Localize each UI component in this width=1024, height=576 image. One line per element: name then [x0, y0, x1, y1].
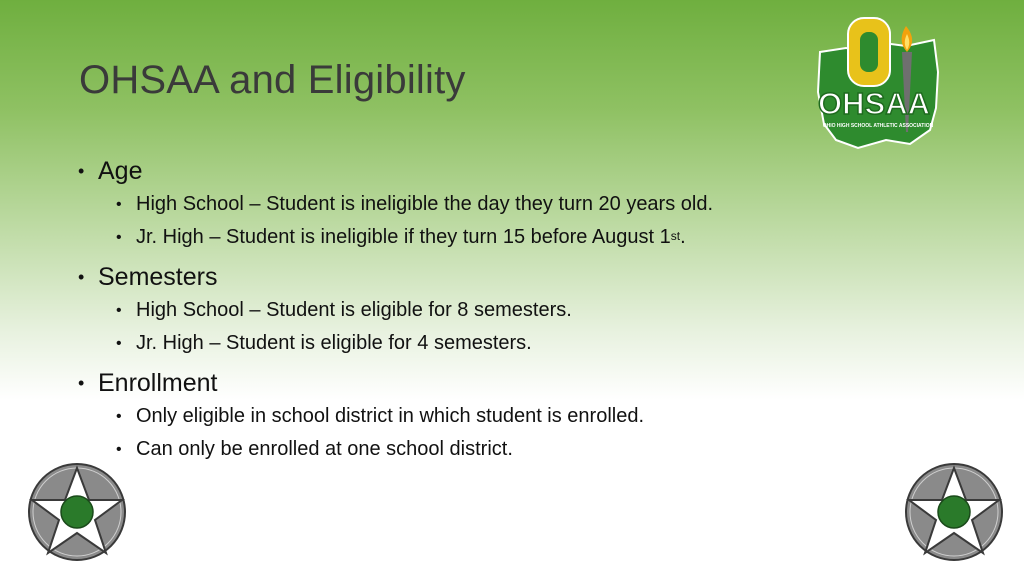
- star-emblem-icon: [904, 462, 1004, 562]
- sub-bullet-text: Jr. High – Student is eligible for 4 semesters.: [136, 332, 532, 354]
- bullet-enrollment: [78, 366, 838, 400]
- bullet-age: [78, 154, 838, 188]
- logo-subtitle: OHIO HIGH SCHOOL ATHLETIC ASSOCIATION: [822, 123, 934, 129]
- sub-bullet-text: Can only be enrolled at one school district.: [136, 438, 513, 460]
- bullet-heading: Age: [98, 157, 143, 185]
- sub-bullet-text: Jr. High – Student is ineligible if they turn 15 before August 1: [136, 226, 671, 248]
- bullet-dot-icon: •: [78, 267, 85, 287]
- sub-bullet-text: High School – Student is ineligible the day they turn 20 years old.: [136, 193, 714, 215]
- sub-bullet: [78, 188, 838, 221]
- bullet-dot-icon: •: [116, 408, 122, 425]
- sub-bullet: [78, 433, 838, 466]
- sub-bullet: [78, 327, 838, 360]
- bullet-heading: Semesters: [98, 263, 218, 291]
- sub-bullet: [78, 221, 838, 254]
- sub-bullet: [78, 294, 838, 327]
- ohsaa-logo-icon: [806, 12, 946, 157]
- logo-wordmark: OHSAA: [818, 86, 930, 121]
- bullet-dot-icon: •: [116, 441, 122, 458]
- bullet-dot-icon: •: [116, 335, 122, 352]
- bullet-semesters: [78, 260, 838, 294]
- bullet-heading: Enrollment: [98, 369, 218, 397]
- star-emblem-icon: [27, 462, 127, 562]
- sub-bullet: [78, 400, 838, 433]
- sub-bullet-text: Only eligible in school district in which student is enrolled.: [136, 405, 645, 427]
- sub-bullet-text: High School – Student is eligible for 8 semesters.: [136, 299, 572, 321]
- bullet-list: [78, 154, 838, 466]
- bullet-dot-icon: •: [116, 196, 122, 213]
- bullet-dot-icon: •: [78, 373, 85, 393]
- bullet-dot-icon: •: [78, 161, 85, 181]
- sub-bullet-suffix: .: [680, 226, 686, 248]
- bullet-dot-icon: •: [116, 302, 122, 319]
- slide-title: OHSAA and Eligibility: [79, 58, 466, 102]
- superscript: st: [670, 229, 681, 243]
- bullet-dot-icon: •: [116, 229, 122, 246]
